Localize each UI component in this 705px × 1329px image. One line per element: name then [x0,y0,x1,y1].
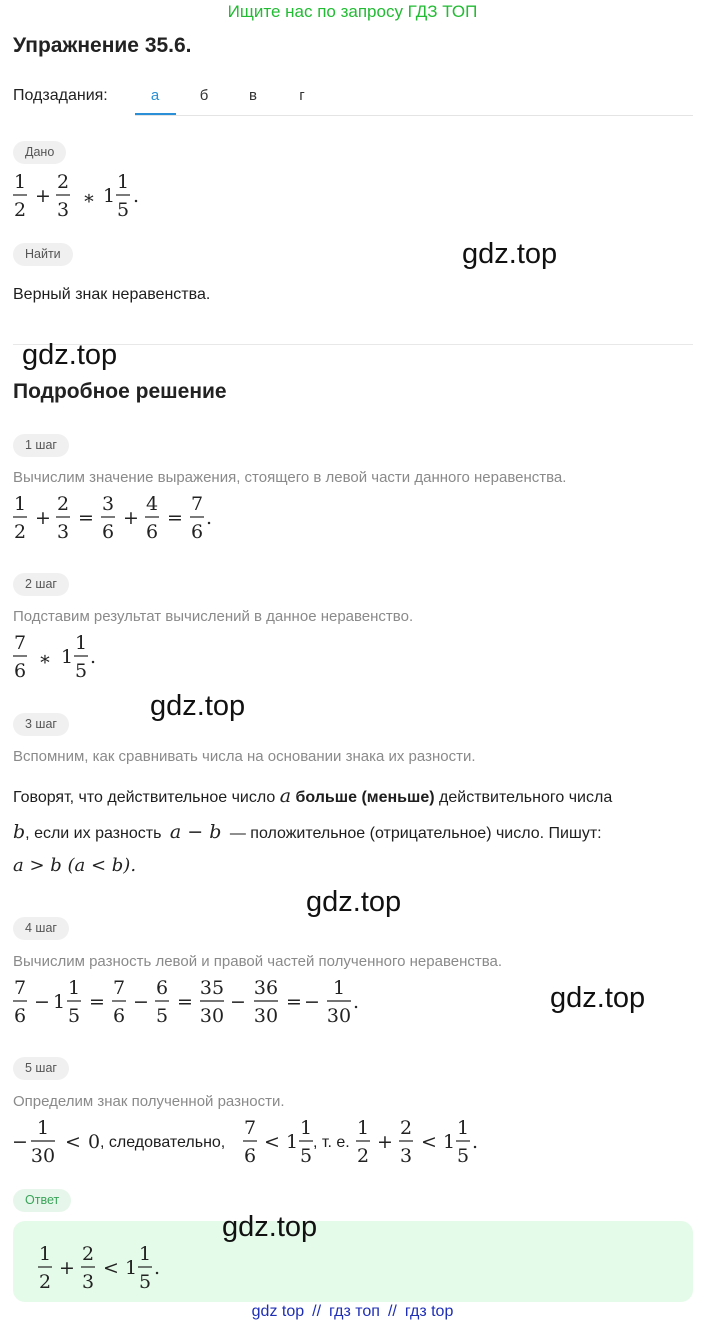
svg-text:2: 2 [13,199,27,221]
svg-text:30: 30 [30,1145,56,1167]
svg-text:<: < [65,1131,81,1153]
svg-text:=: = [177,991,193,1013]
svg-text:5: 5 [155,1005,169,1027]
step-3-line-1 [13,785,703,807]
watermark: gdz.top [306,886,402,918]
page-title: Упражнение 35.6. [13,34,192,57]
difference: a − b [169,821,222,843]
step-2-pill: 2 шаг [13,573,69,596]
svg-text:7: 7 [13,977,27,999]
step-4-hint: Вычислим разность левой и правой частей полученного неравенства. [13,953,503,970]
svg-text:5: 5 [456,1145,470,1167]
svg-text:.: . [154,1257,161,1279]
svg-text:2: 2 [81,1243,95,1265]
svg-text:1: 1 [285,1131,299,1153]
svg-text:2: 2 [56,493,70,515]
svg-text:6: 6 [190,521,204,543]
tabs-divider [135,115,693,116]
step-4-pill: 4 шаг [13,917,69,940]
svg-text:.: . [133,185,140,207]
step-1-hint: Вычислим значение выражения, стоящего в левой части данного неравенства. [13,469,567,486]
find-text: Верный знак неравенства. [13,286,211,303]
footer-link[interactable]: гдз top [404,1303,454,1320]
svg-text:1: 1 [456,1117,470,1139]
svg-text:5: 5 [74,660,88,682]
solution-title: Подробное решение [13,380,227,403]
svg-text:1: 1 [52,991,66,1013]
svg-text:.: . [206,507,213,529]
watermark: gdz.top [550,982,646,1014]
svg-text:1: 1 [116,171,130,193]
svg-text:<: < [264,1131,280,1153]
svg-text:6: 6 [101,521,115,543]
find-pill: Найти [13,243,73,266]
svg-text:6: 6 [112,1005,126,1027]
step-5-text-2: , т. е. [313,1134,350,1151]
svg-text:=: = [286,991,302,1013]
watermark: gdz.top [462,238,558,270]
svg-text:1: 1 [36,1117,50,1139]
svg-text:30: 30 [326,1005,352,1027]
watermark: gdz.top [150,690,246,722]
step-5-expression-c [356,1116,486,1168]
svg-text:∗: ∗ [82,187,96,209]
step-5-pill: 5 шаг [13,1057,69,1080]
svg-text:5: 5 [138,1271,152,1293]
step-3-text: Говорят, что действительное число [13,789,276,806]
watermark: gdz.top [22,339,118,371]
given-pill: Дано [13,141,66,164]
svg-text:=: = [89,991,105,1013]
svg-text:6: 6 [155,977,169,999]
step-1-pill: 1 шаг [13,434,69,457]
svg-text:6: 6 [13,1005,27,1027]
svg-text:1: 1 [67,977,81,999]
svg-text:5: 5 [299,1145,313,1167]
svg-text:.: . [472,1131,479,1153]
svg-text:1: 1 [138,1243,152,1265]
footer-separator: // [387,1303,397,1320]
svg-text:7: 7 [13,632,27,654]
svg-text:<: < [421,1131,437,1153]
step-3-line-2 [13,821,602,843]
svg-text:2: 2 [56,171,70,193]
svg-text:2: 2 [356,1145,370,1167]
svg-text:1: 1 [13,171,27,193]
answer-expression [38,1242,168,1294]
svg-text:1: 1 [442,1131,456,1153]
svg-text:−: − [12,1131,28,1153]
watermark: gdz.top [222,1211,318,1243]
svg-text:.: . [90,646,97,668]
step-3-pill: 3 шаг [13,713,69,736]
svg-text:4: 4 [145,493,159,515]
svg-text:+: + [123,507,139,529]
svg-text:0: 0 [87,1131,101,1153]
svg-text:3: 3 [399,1145,413,1167]
svg-text:30: 30 [199,1005,225,1027]
svg-text:<: < [103,1257,119,1279]
svg-text:1: 1 [356,1117,370,1139]
svg-text:5: 5 [116,199,130,221]
step-5-expression-b [243,1116,323,1168]
svg-text:1: 1 [124,1257,138,1279]
svg-text:.: . [353,991,360,1013]
svg-text:35: 35 [199,977,225,999]
svg-text:5: 5 [67,1005,81,1027]
svg-text:36: 36 [253,977,279,999]
step-3-text: — положительное (отрицательное) число. Пишут: [229,825,602,842]
svg-text:−: − [230,991,246,1013]
svg-text:=: = [78,507,94,529]
footer-links [0,1303,705,1321]
svg-text:+: + [35,185,51,207]
var-a: a [279,785,292,807]
step-4-expression [13,976,373,1028]
svg-text:7: 7 [112,977,126,999]
svg-text:6: 6 [243,1145,257,1167]
svg-text:2: 2 [13,521,27,543]
svg-text:1: 1 [13,493,27,515]
svg-text:7: 7 [190,493,204,515]
step-5-text-1: , следовательно, [100,1134,226,1151]
search-banner[interactable]: Ищите нас по запросу ГДЗ ТОП [227,2,478,21]
svg-text:1: 1 [299,1117,313,1139]
svg-text:2: 2 [399,1117,413,1139]
step-3-text: , если их разность [25,825,162,842]
step-5-hint: Определим знак полученной разности. [13,1093,285,1110]
svg-text:1: 1 [332,977,346,999]
footer-separator: // [312,1303,322,1320]
svg-text:=: = [167,507,183,529]
subtasks-label: Подзадания: [13,87,108,104]
svg-text:3: 3 [101,493,115,515]
step-3-hint: Вспомним, как сравнивать числа на основании знака их разности. [13,748,476,765]
svg-text:6: 6 [13,660,27,682]
svg-text:+: + [35,507,51,529]
svg-text:3: 3 [56,199,70,221]
tab-g[interactable]: г [299,87,305,104]
given-expression [13,170,153,222]
svg-text:1: 1 [102,185,116,207]
svg-text:−: − [34,991,50,1013]
svg-text:7: 7 [243,1117,257,1139]
step-5-expression-a [13,1116,103,1168]
svg-text:1: 1 [38,1243,52,1265]
svg-text:2: 2 [38,1271,52,1293]
active-tab-indicator [135,113,176,115]
svg-text:−: − [304,991,320,1013]
footer-link[interactable]: гдз топ [329,1303,380,1320]
svg-text:6: 6 [145,521,159,543]
svg-text:3: 3 [81,1271,95,1293]
svg-text:+: + [377,1131,393,1153]
var-b: b [13,821,26,843]
tab-a[interactable]: а [150,87,160,104]
svg-text:3: 3 [56,521,70,543]
step-1-expression [13,492,233,544]
svg-text:30: 30 [253,1005,279,1027]
answer-pill: Ответ [13,1189,71,1212]
step-3-bold: больше (меньше) [295,789,435,806]
svg-text:1: 1 [60,646,74,668]
svg-text:1: 1 [74,632,88,654]
footer-link[interactable]: gdz top [251,1303,305,1320]
tab-v[interactable]: в [249,87,257,104]
svg-text:+: + [59,1257,75,1279]
step-3-inequality: a > b (a < b). [13,855,137,876]
step-2-expression [13,631,113,683]
step-2-hint: Подставим результат вычислений в данное неравенство. [13,608,414,625]
step-3-text: действительного числа [439,789,613,806]
svg-text:−: − [133,991,149,1013]
svg-text:∗: ∗ [38,648,52,670]
tab-b[interactable]: б [199,87,209,104]
